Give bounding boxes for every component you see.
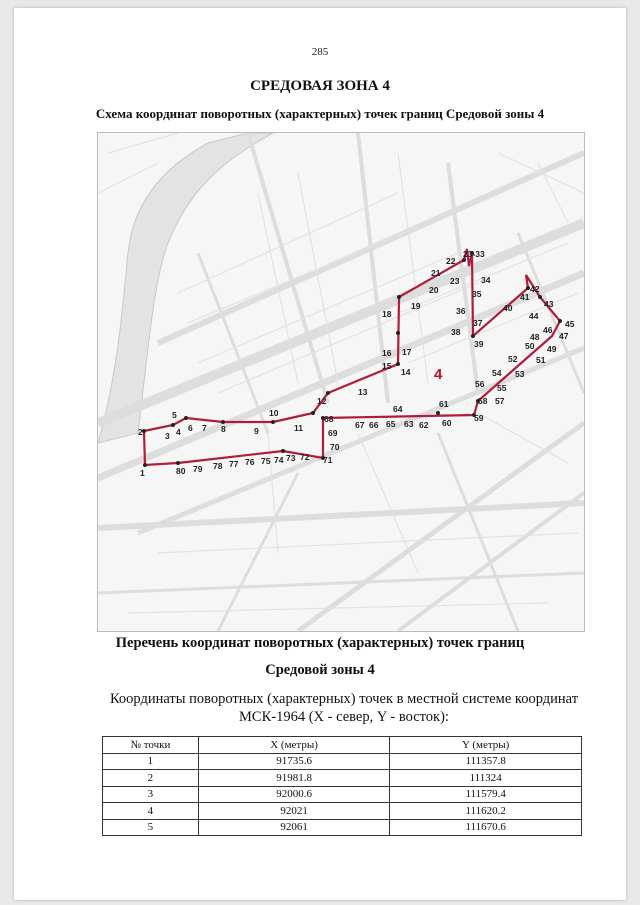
- point-label: 7: [202, 423, 207, 433]
- header-point-number: № точки: [103, 737, 199, 754]
- point-label: 42: [530, 284, 540, 294]
- point-label: 75: [261, 456, 271, 466]
- cell-x: 92000.6: [198, 786, 390, 803]
- description-line2: МСК-1964 (X - север, Y - восток):: [239, 709, 449, 725]
- point-label: 14: [401, 367, 411, 377]
- point-label: 78: [213, 461, 223, 471]
- page-title: СРЕДОВАЯ ЗОНА 4: [250, 78, 390, 94]
- point-label: 13: [358, 387, 368, 397]
- point-label: 52: [508, 354, 518, 364]
- point-label: 63: [404, 419, 414, 429]
- point-label: 49: [547, 344, 557, 354]
- point-label: 73: [286, 453, 296, 463]
- point-label: 79: [193, 464, 203, 474]
- zone-map: [97, 132, 585, 632]
- point-label: 19: [411, 301, 421, 311]
- point-label: 23-33: [463, 249, 485, 259]
- point-label: 40: [503, 303, 513, 313]
- cell-y: 111357.8: [390, 753, 582, 770]
- table-row: [103, 786, 582, 803]
- zone-label: 4: [434, 366, 443, 383]
- point-label: 69: [328, 428, 338, 438]
- point-label: 70: [330, 442, 340, 452]
- point-label: 12: [317, 396, 327, 406]
- point-label: 74: [274, 455, 284, 465]
- point-label: 64: [393, 404, 403, 414]
- point-label: 50: [525, 341, 535, 351]
- point-label: 48: [530, 332, 540, 342]
- point-label: 72: [300, 452, 310, 462]
- point-label: 3: [165, 431, 170, 441]
- cell-point: 3: [103, 786, 199, 803]
- point-label: 68: [324, 414, 334, 424]
- point-label: 59: [474, 413, 484, 423]
- point-label: 36: [456, 306, 466, 316]
- point-label: 4: [176, 427, 181, 437]
- header-x: X (метры): [198, 737, 390, 754]
- header-y: Y (метры): [390, 737, 582, 754]
- point-label: 23: [450, 276, 460, 286]
- cell-y: 111670.6: [390, 819, 582, 836]
- point-label: 67: [355, 420, 365, 430]
- description-line1: Координаты поворотных (характерных) точек в местной системе координат: [109, 691, 579, 707]
- coordinates-table: [102, 736, 582, 836]
- point-label: 37: [473, 318, 483, 328]
- point-label: 9: [254, 426, 259, 436]
- point-label: 57: [495, 396, 505, 406]
- point-label: 39: [474, 339, 484, 349]
- cell-y: 111620.2: [390, 803, 582, 820]
- point-label: 54: [492, 368, 502, 378]
- point-label: 61: [439, 399, 449, 409]
- cell-point: 1: [103, 753, 199, 770]
- point-label: 35: [472, 289, 482, 299]
- table-row: [103, 753, 582, 770]
- cell-point: 4: [103, 803, 199, 820]
- point-label: 2: [138, 427, 143, 437]
- list-heading-line1: Перечень координат поворотных (характерных) точек границ: [115, 635, 525, 651]
- table-row: [103, 819, 582, 836]
- point-label: 38: [451, 327, 461, 337]
- point-label: 16: [382, 348, 392, 358]
- page-number: 285: [311, 46, 329, 58]
- table-header-row: [103, 737, 582, 754]
- map-caption: Схема координат поворотных (характерных) точек границ Средовой зоны 4: [95, 106, 545, 121]
- point-label: 46: [543, 325, 553, 335]
- point-label: 65: [386, 419, 396, 429]
- cell-x: 91735.6: [198, 753, 390, 770]
- point-label: 55: [497, 383, 507, 393]
- point-label: 53: [515, 369, 525, 379]
- point-label: 80: [176, 466, 186, 476]
- table-row: [103, 803, 582, 820]
- point-label: 6: [188, 423, 193, 433]
- list-heading-line2: Средовой зоны 4: [265, 662, 375, 678]
- point-label: 34: [481, 275, 491, 285]
- point-label: 71: [323, 455, 333, 465]
- point-label: 77: [229, 459, 239, 469]
- point-label: 11: [294, 423, 303, 433]
- point-label: 22: [446, 256, 456, 266]
- table-row: [103, 770, 582, 787]
- point-label: 20: [429, 285, 439, 295]
- point-label: 76: [245, 457, 255, 467]
- point-label: 10: [269, 408, 279, 418]
- point-label: 60: [442, 418, 452, 428]
- point-label: 1: [140, 468, 145, 478]
- point-label: 62: [419, 420, 429, 430]
- point-label: 17: [402, 347, 412, 357]
- point-label: 5: [172, 410, 177, 420]
- point-label: 8: [221, 424, 226, 434]
- point-label: 21: [431, 268, 441, 278]
- point-label: 15: [382, 361, 392, 371]
- point-label: 43: [544, 299, 554, 309]
- point-label: 41: [520, 292, 530, 302]
- cell-x: 92061: [198, 819, 390, 836]
- document-page: [14, 8, 626, 900]
- map-canvas: [98, 133, 584, 631]
- point-label: 18: [382, 309, 392, 319]
- cell-x: 91981.8: [198, 770, 390, 787]
- point-label: 66: [369, 420, 379, 430]
- cell-x: 92021: [198, 803, 390, 820]
- cell-y: 111579.4: [390, 786, 582, 803]
- point-label: 56: [475, 379, 485, 389]
- cell-y: 111324: [390, 770, 582, 787]
- point-label: 47: [559, 331, 569, 341]
- point-label: 58: [478, 396, 488, 406]
- point-label: 45: [565, 319, 575, 329]
- point-label: 51: [536, 355, 546, 365]
- point-label: 44: [529, 311, 539, 321]
- cell-point: 2: [103, 770, 199, 787]
- cell-point: 5: [103, 819, 199, 836]
